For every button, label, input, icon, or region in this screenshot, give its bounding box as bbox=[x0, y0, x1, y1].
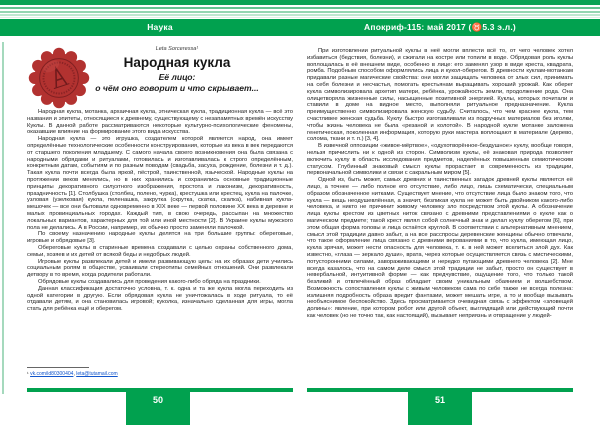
paragraph: Народная кукла, мотанка, архаичная кукла, этническая кукла, традиционная кукла — всё это названия и эпитеты, относящиеся к древнему, существующему с незапамятных времён искусству Куклы. В данной работе рассматриваются некоторые культурно-психологические феномены, оказавшие влияние на формирование этого вида искусства. bbox=[27, 109, 293, 136]
footnote bbox=[27, 371, 293, 377]
page-number-right bbox=[408, 392, 472, 425]
header-section-title: Наука bbox=[147, 22, 173, 32]
article-subtitle-line1: Её лицо: bbox=[158, 72, 196, 82]
footnote-email-link[interactable]: leta@tutamail.com bbox=[76, 370, 118, 377]
paragraph: Данная классификация достаточно условна, т. к. одна и та же кукла могла переходить из одной категории в другую. Если обрядовая кукла не уничтожалась в ходе ритуала, то её отдавали детям, и она становилась игровой; куколка, изначально сделанная для игры, могла стать для ребёнка ещё и оберегом. bbox=[27, 285, 293, 313]
paragraph: По своему назначению народные куклы делятся на три большие группы: обереговые, игровые и обрядовые [3]. bbox=[27, 231, 293, 245]
footnote-vk-link[interactable]: vk.com/id80300404 bbox=[30, 370, 74, 377]
footnote-marker: ¹ bbox=[27, 370, 31, 377]
article-heading bbox=[60, 46, 294, 94]
header-stripe-3 bbox=[0, 11, 600, 13]
paragraph: Обереговые куклы в старинные времена создавали с целью охраны собственного дома, семьи, хозяев и их детей от всякой беды и недобрых людей. bbox=[27, 244, 293, 258]
right-page bbox=[307, 45, 573, 385]
paragraph: При изготовлении ритуальной куклы в неё могли вплести всё то, от чего человек хотел избавиться (бедствия, болезни), и сжигали на костре или топили в воде. Обрядовая роль куклы воплощалась в её внешнем виде, особенно в лице: его заменял узор в виде креста, квадрата, ромба. Подобным способом оформлялись лица и кукол-оберегов. В древности куклам-мотанкам придавали разные магические свойства: они могли защищать человека от злых сил, принимать на себя болезни и несчастья, помогать крестьянам выращивать хороший урожай. Как оберег кукла символизировала архетип матери, ребёнка, урожайность земли, продолжение рода. Она олицетворяла жизненные силы, насыщенные позитивной энергией. Куклы, которых почитали и ставили в доме на видное место, выполняли ритуальное предназначение. Кукла преимущественно символизировала женскую судьбу. Считалось, что чем краснее кукла, тем счастливее женская судьба. Куклу быстро изготавливали из подручных материалов без иголки, чтобы жизнь человека не была «резаной и колотой». В народной кукле мотанке заложена генетическая, поколенная информация, которую руки мастера воплощают в материале (дерево, солома, ткани и т. п.) [3, 4]. bbox=[307, 48, 573, 143]
header-issue-title: Апокриф-115: май 2017 (♉5.3 э.л.) bbox=[364, 22, 516, 32]
page-number-label: 50 bbox=[152, 394, 163, 405]
paragraph: Обрядовые куклы создавались для проведения какого-либо обряда на праздники. bbox=[38, 278, 261, 285]
paragraph: В извечной оппозиции «живое-мёртвое», «одухотворённое-бездушное» куклу, вообще говоря, нельзя причислить ни к одной из сторон. Символизм куклы, её знаковая природа позволяет включить куклу в область исследования предметов, наделённых повышенным семиотическим статусом. Глубинный знаковый смысл куклы прорастает в современность из традиции, первоначальной символики и связи с сакральным миром [5]. bbox=[307, 143, 573, 177]
article-body-right bbox=[307, 45, 573, 320]
header-stripe-5 bbox=[0, 17, 600, 18]
page-number-label: 51 bbox=[434, 394, 445, 405]
paragraph: Одной из, быть может, самых древних и таинственных загадок древней куклы является её лицо, а точнее — либо полное его отсутствие, либо лицо, лишь схематически, специальным образом обозначенное нитками. Существует мнение, что отсутствие лица было знаком того, что кукла — вещь неодушевлённая, а значит, безликая кукла не может быть двойником какого-либо человека, и никто не причинит живому человеку зло посредством этой куклы. А обозначение лица куклы крестом из цветных ниток связано с древними представлениями о кукле как о магическом предмете; такой крест являл собой солнечный знак и делал куклу оберегом [6], при этом общая форма головы и лица остаётся круглой. В соответствии с альтернативным мнением, смысл этой традиции давно забыт, а на все расспросы деревенские женщины обычно отвечали, что такое оформление лица связано с древними верованиями в то, что кукла, имеющая лицо, кукла зрячая, может нести опасность для человека, т. к. в ней может вселиться злой дух. Как известно, «глаза — зеркало души», врата, через которые осуществляется связь с мистическими, потусторонними силами, завораживающими и нередко пугающими древнего человека [2]. Мне всегда казалось, что на самом деле смысл этой традиции не забыт, просто он существует в невербальной, интуитивной форме — как предчувствие, ощущение того, что только такой безликий и отвлечённый образ обладает своим уникальным обаянием и волшебством. Возможность сопоставления куклы с живым человеком сама по себе также не всегда полезна: излишняя подробность образа вредит фантазии, может мешать игре, а то и вообще вызывать необъяснимое беспокойство. Здесь просматривается очевидная связь с эффектом «зловещей долины»: явление, при котором робот или другой объект, выглядящий или действующий почти как человек (но не точно так, как настоящий), вызывает неприязнь и отвращение у людей- bbox=[307, 177, 573, 320]
page-header-bar bbox=[0, 19, 600, 36]
paragraph: Народная кукла — это игрушка, создателем которой является народ, она имеет определённые технологические особенности конструирования, которые из века в век передаются от старшего поколения младшему. С самого начала своего возникновения она была связана с народными обрядами и ритуалами, готовилась и изготавливалась к строго определённым, конкретным датам, событиям и по разным поводам (свадьба, засуха, рождение, болезни и т. д.). Такая кукла почти всегда была яркой, пёстрой, таинственной, языческой. Народные куклы на протяжении веков менялись, но в них хранились и сохранились основные традиционные принципы декоративного силуэтного изображения, простота и лаконизм, декоративность, праздничность [1]. Столбушка (столбец, полено, чурка), крестушка или крестец, кукла на палочке, узловая (узелковая) кукла, пеленашка, закрутка (скрутка, скатка, скалка), набивная кукла-мешочек — все они бытовали одновременно в XIX веке — первой половине XX века в деревне и малых провинциальных городах. Каждый тип, в свою очередь, рассыпан на множество локальных вариантов, характерных для той или иной местности [2]. В Украине куклы мужского пола не делались. А в России, например, их обычно просто заменяли палочкой. bbox=[27, 136, 293, 231]
footnote-area bbox=[27, 367, 293, 377]
article-subtitle-line2: о чём оно говорит и что скрывает... bbox=[95, 83, 259, 93]
header-stripe-1 bbox=[0, 0, 600, 5]
sheet-edge-line bbox=[2, 42, 4, 394]
header-stripe-4 bbox=[0, 14, 600, 16]
page-number-left bbox=[126, 392, 190, 425]
paragraph: Игровые куклы развлекали детей и имели развивающую цель: на их образах дети учились социальным ролям в обществе, усваивали стереотипы семейных отношений. Они развлекали детвору в то время, когда родители работали. bbox=[27, 258, 293, 279]
footnote-divider bbox=[27, 367, 89, 368]
footnote-separator: , bbox=[73, 370, 77, 377]
article-title: Народная кукла bbox=[123, 55, 231, 70]
left-page bbox=[27, 45, 293, 385]
author-name: Leta Sorceressa¹ bbox=[155, 46, 199, 52]
header-stripe-2 bbox=[0, 7, 600, 9]
